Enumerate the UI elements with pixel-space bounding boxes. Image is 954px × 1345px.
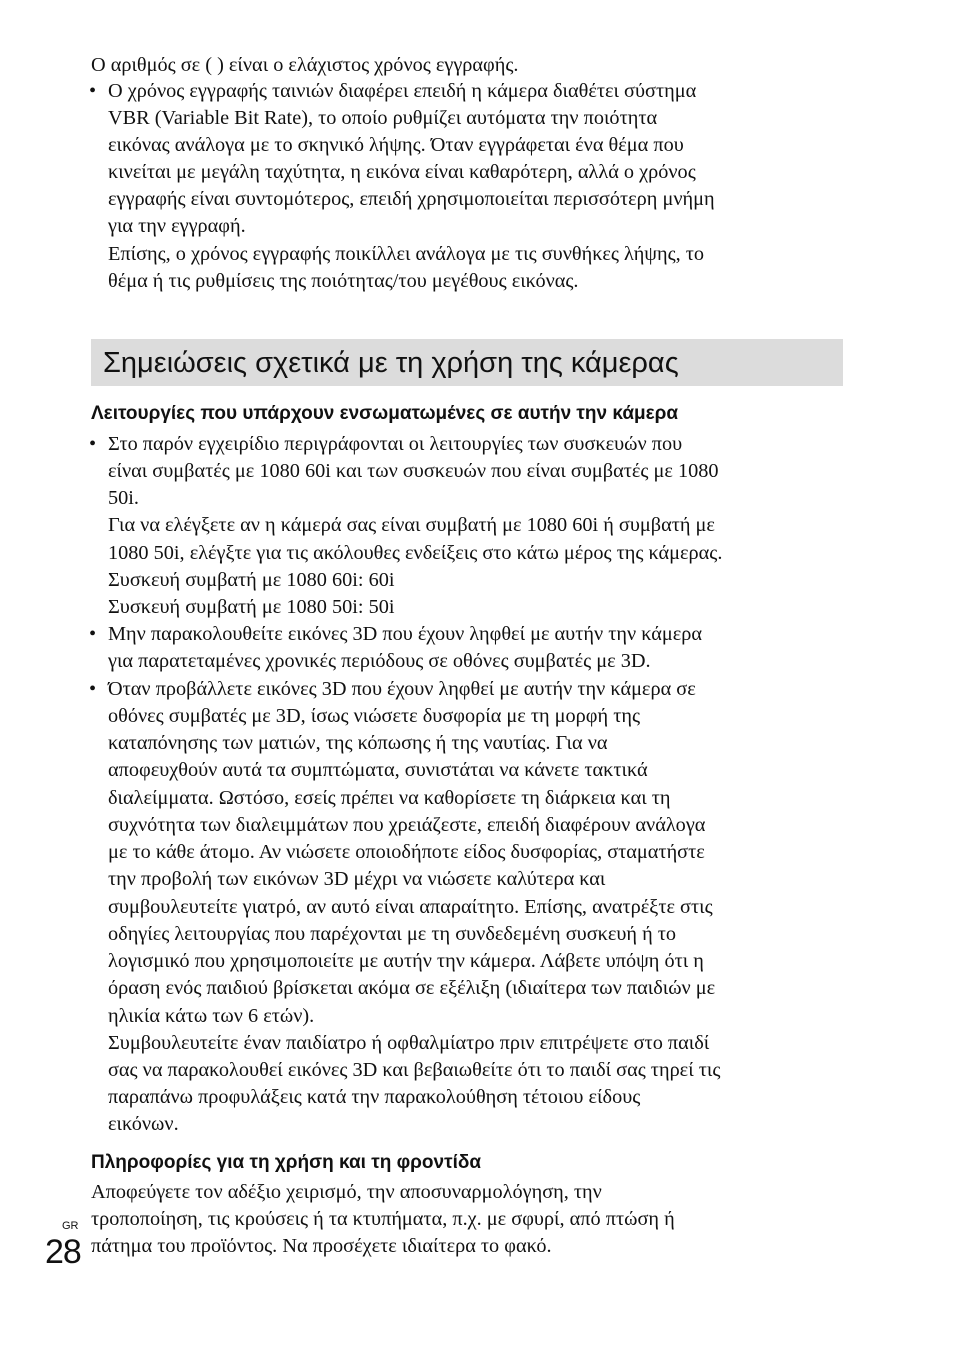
bullet-line: παραπάνω προφυλάξεις κατά την παρακολούθηση τέτοιου είδους: [108, 1086, 641, 1108]
bullet-marker: •: [89, 623, 97, 645]
bullet-line: οθόνες συμβατές με 3D, ίσως νιώσετε δυσφορία με τη μορφή της: [108, 705, 640, 727]
bullet-line: λογισμικό που χρησιμοποιείτε με αυτήν την κάμερα. Λάβετε υπόψη ότι η: [108, 950, 704, 972]
bullet-line: όραση ενός παιδιού βρίσκεται ακόμα σε εξέλιξη (ιδιαίτερα των παιδιών με: [108, 977, 716, 999]
bullet-line: Συσκευή συμβατή με 1080 60i: 60i: [108, 569, 395, 591]
intro-bullet-line: Ο χρόνος εγγραφής ταινιών διαφέρει επειδή η κάμερα διαθέτει σύστημα: [108, 80, 697, 102]
intro-bullet-line: για την εγγραφή.: [108, 215, 246, 237]
bullet-line: συμβουλευτείτε γιατρό, αν αυτό είναι απαραίτητο. Επίσης, ανατρέξτε στις: [108, 896, 713, 918]
page-number: 28: [45, 1233, 81, 1271]
bullet-marker: •: [89, 80, 97, 102]
intro-line: Ο αριθμός σε ( ) είναι ο ελάχιστος χρόνος εγγραφής.: [91, 54, 519, 76]
bullet-marker: •: [89, 433, 97, 455]
bullet-line: εικόνων.: [108, 1113, 179, 1135]
care-line: Αποφεύγετε τον αδέξιο χειρισμό, την αποσυναρμολόγηση, την: [91, 1181, 602, 1203]
bullet-line: την προβολή των εικόνων 3D μέχρι να νιώσετε καλύτερα και: [108, 868, 606, 890]
bullet-line: Συσκευή συμβατή με 1080 50i: 50i: [108, 596, 395, 618]
subheading-care: Πληροφορίες για τη χρήση και τη φροντίδα: [91, 1152, 482, 1173]
intro-bullet-line: εγγραφής είναι συντομότερος, επειδή χρησιμοποιείται περισσότερη μνήμη: [108, 188, 715, 210]
subheading-functions: Λειτουργίες που υπάρχουν ενσωματωμένες σε αυτήν την κάμερα: [91, 403, 679, 424]
section-heading: Σημειώσεις σχετικά με τη χρήση της κάμερας: [103, 347, 679, 379]
bullet-line: Για να ελέγξετε αν η κάμερά σας είναι συμβατή με 1080 60i ή συμβατή με: [108, 514, 715, 536]
care-line: τροποποίηση, τις κρούσεις ή τα κτυπήματα, π.χ. με σφυρί, από πτώση ή: [91, 1208, 675, 1230]
bullet-line: είναι συμβατές με 1080 60i και των συσκευών που είναι συμβατές με 1080: [108, 460, 719, 482]
intro-bullet-line: VBR (Variable Bit Rate), το οποίο ρυθμίζει αυτόματα την ποιότητα: [108, 107, 658, 129]
bullet-line: 50i.: [108, 487, 139, 509]
intro-bullet-line: εικόνας ανάλογα με το σκηνικό λήψης. Όταν εγγράφεται ένα θέμα που: [108, 134, 684, 156]
bullet-line: οδηγίες λειτουργίας που παρέχονται με τη συνδεδεμένη συσκευή ή το: [108, 923, 677, 945]
bullet-line: Μην παρακολουθείτε εικόνες 3D που έχουν ληφθεί με αυτήν την κάμερα: [108, 623, 703, 645]
bullet-line: με το κάθε άτομο. Αν νιώσετε οποιοδήποτε είδος δυσφορίας, σταματήστε: [108, 841, 705, 863]
bullet-line: Στο παρόν εγχειρίδιο περιγράφονται οι λειτουργίες των συσκευών που: [108, 433, 683, 455]
bullet-line: σας να παρακολουθεί εικόνες 3D και βεβαιωθείτε ότι το παιδί σας τηρεί τις: [108, 1059, 721, 1081]
language-code: GR: [62, 1220, 79, 1232]
intro-bullet-line: Επίσης, ο χρόνος εγγραφής ποικίλλει ανάλογα με τις συνθήκες λήψης, το: [108, 243, 705, 265]
bullet-line: Συμβουλευτείτε έναν παιδίατρο ή οφθαλμίατρο πριν επιτρέψετε στο παιδί: [108, 1032, 710, 1054]
bullet-line: για παρατεταμένες χρονικές περιόδους σε οθόνες συμβατές με 3D.: [108, 650, 651, 672]
bullet-line: συχνότητα των διαλειμμάτων που χρειάζεστε, επειδή διαφέρουν ανάλογα: [108, 814, 706, 836]
bullet-marker: •: [89, 678, 97, 700]
care-line: πάτημα του προϊόντος. Να προσέχετε ιδιαίτερα το φακό.: [91, 1235, 552, 1257]
bullet-line: Όταν προβάλλετε εικόνες 3D που έχουν ληφθεί με αυτήν την κάμερα σε: [108, 678, 696, 700]
bullet-line: καταπόνησης των ματιών, της κόπωσης ή της ναυτίας. Για να: [108, 732, 608, 754]
bullet-line: ηλικία κάτω των 6 ετών).: [108, 1005, 315, 1027]
bullet-line: 1080 50i, ελέγξτε για τις ακόλουθες ενδείξεις στο κάτω μέρος της κάμερας.: [108, 542, 723, 564]
bullet-line: διαλείμματα. Ωστόσο, εσείς πρέπει να καθορίσετε τη διάρκεια και τη: [108, 787, 671, 809]
bullet-line: αποφευχθούν αυτά τα συμπτώματα, συνιστάται να κάνετε τακτικά: [108, 759, 648, 781]
intro-bullet-line: θέμα ή τις ρυθμίσεις της ποιότητας/του μεγέθους εικόνας.: [108, 270, 579, 292]
intro-bullet-line: κινείται με μεγάλη ταχύτητα, η εικόνα είναι καθαρότερη, αλλά ο χρόνος: [108, 161, 696, 183]
